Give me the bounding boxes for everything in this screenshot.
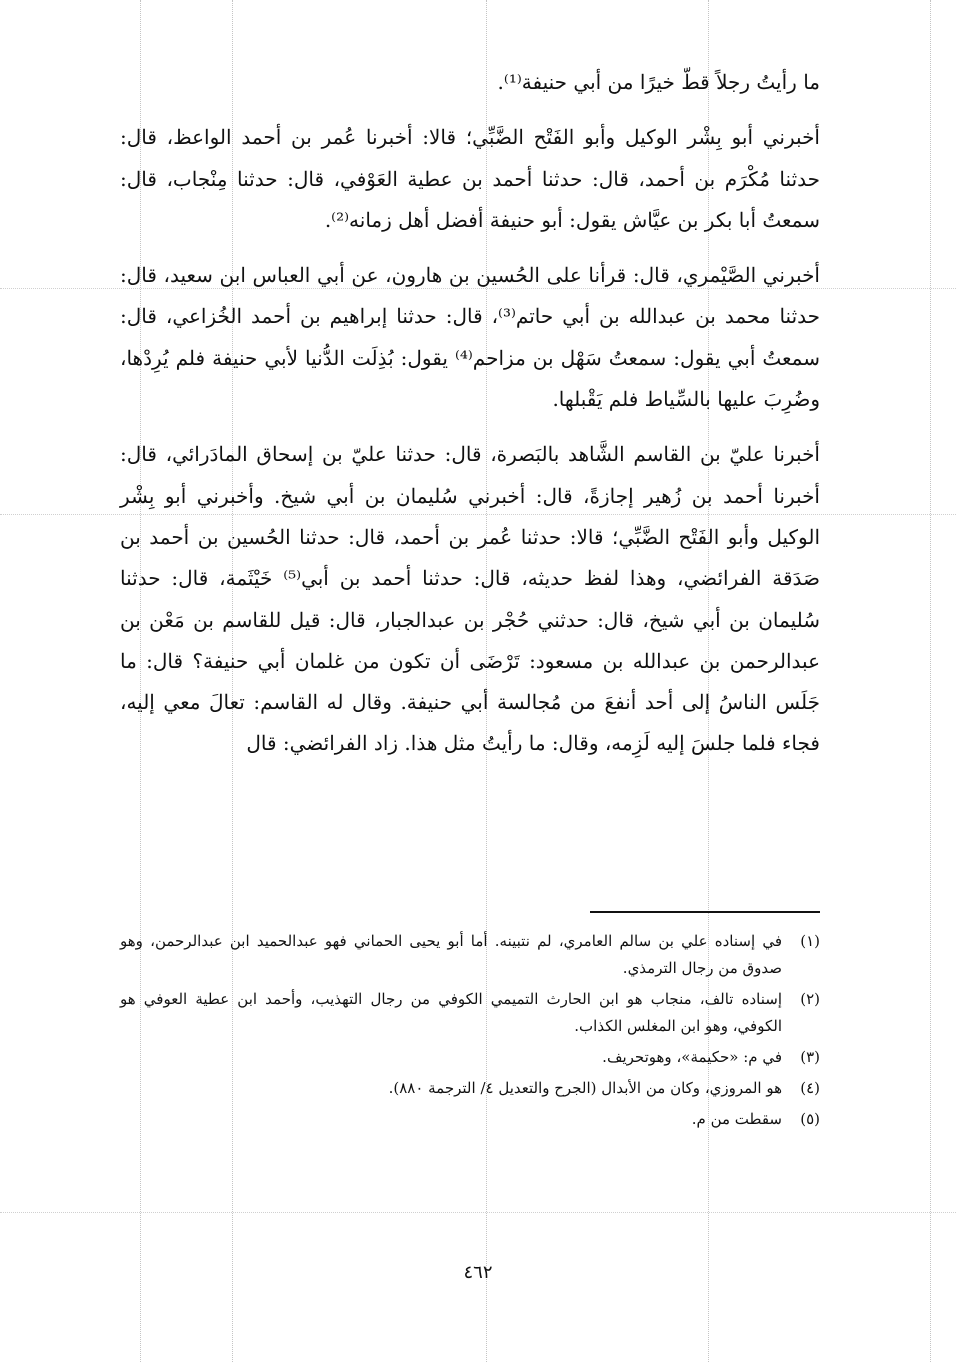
paragraph: ما رأيتُ رجلاً قطّ خيرًا من أبي حنيفة⁽¹⁾. — [497, 70, 820, 94]
footnote — [120, 928, 820, 982]
footnote — [120, 1075, 820, 1102]
footnote-text: في إسناده علي بن سالم العامري، لم نتبينه. أما أبو يحيى الحماني فهو عبدالحميد ابن عبدالرحمن، وهو صدوق من رجال الترمذي. — [120, 932, 782, 977]
footnote — [120, 986, 820, 1040]
footnotes — [120, 928, 820, 1137]
footnote-text: سقطت من م. — [691, 1110, 782, 1128]
paragraph: أخبرني الصَّيْمري، قال: قرأنا على الحُسين بن هارون، عن أبي العباس ابن سعيد، قال: حدثنا محمد بن عبدالله بن أبي حاتم⁽³⁾، قال: حدثنا إبراهيم بن أحمد الخُزاعي، قال: سمعتُ أبي يقول: سمعتُ سَهْل بن مزاحم⁽⁴⁾ يقول: بُذِلَت الدُّنيا لأبي حنيفة فلم يُرِدْها، وضُرِبَ عليها بالسِّياط فلم يَقْبلها. — [120, 263, 821, 412]
scan-guide-line — [0, 1212, 956, 1213]
main-text — [120, 62, 820, 779]
footnote-number: (١) — [800, 932, 820, 950]
footnote-separator — [590, 911, 820, 913]
footnote-number: (٢) — [800, 990, 820, 1008]
footnote — [120, 1106, 820, 1133]
paragraph: أخبرني أبو بِشْر الوكيل وأبو الفَتْح الضَّبِّي؛ قالا: أخبرنا عُمر بن أحمد الواعظ، قال: حدثنا مُكْرَم بن أحمد، قال: حدثنا أحمد بن عطية العَوْفي، قال: حدثنا مِنْجاب، قال: سمعتُ أبا بكر بن عيَّاش يقول: أبو حنيفة أفضل أهل زمانه⁽²⁾. — [120, 125, 820, 232]
paragraph: أخبرنا عليّ بن القاسم الشَّاهد بالبَصرة، قال: حدثنا عليّ بن إسحاق المادَرائي، قال: أخبرنا أحمد بن زُهير إجازةً، قال: أخبرني سُليمان بن أبي شيخ. وأخبرني أبو بِشْر الوكيل وأبو الفَتْح الضَّبِّي؛ قالا: حدثنا عُمر بن أحمد، قال: حدثنا الحُسين بن أحمد بن صَدَقة الفرائضي، وهذا لفظ حديثه، قال: حدثنا أحمد بن أبي⁽⁵⁾ خَيْثَمة، قال: حدثنا سُليمان بن أبي شيخ، قال: حدثني حُجْر بن عبدالجبار، قال: قيل للقاسم بن مَعْن بن عبدالرحمن بن عبدالله بن مسعود: تَرْضَى أن تكون من غلمان أبي حنيفة؟ قال: ما جَلَس الناسُ إلى أحد أنفعَ من مُجالسة أبي حنيفة. وقال له القاسم: تعالَ معي إليه، فجاء فلما جلسَ إليه لَزِمه، وقال: ما رأيتُ مثل هذا. زاد الفرائضي: قال — [120, 442, 821, 756]
footnote — [120, 1044, 820, 1071]
footnote-text: في م: «حكيمة»، وهوتحريف. — [602, 1048, 782, 1066]
page-number: ٤٦٢ — [463, 1262, 493, 1283]
footnote-number: (٤) — [800, 1079, 820, 1097]
footnote-number: (٥) — [800, 1110, 820, 1128]
footnote-text: هو المروزي، وكان من الأبدال (الجرح والتعديل ٤/ الترجمة ٨٨٠). — [388, 1079, 782, 1097]
footnote-text: إسناده تالف، منجاب هو ابن الحارث التميمي الكوفي من رجال التهذيب، وأحمد ابن عطية العوفي هو الكوفي، وهو ابن المغلس الكذاب. — [120, 990, 782, 1035]
footnote-number: (٣) — [800, 1048, 820, 1066]
scan-guide-line — [930, 0, 931, 1362]
